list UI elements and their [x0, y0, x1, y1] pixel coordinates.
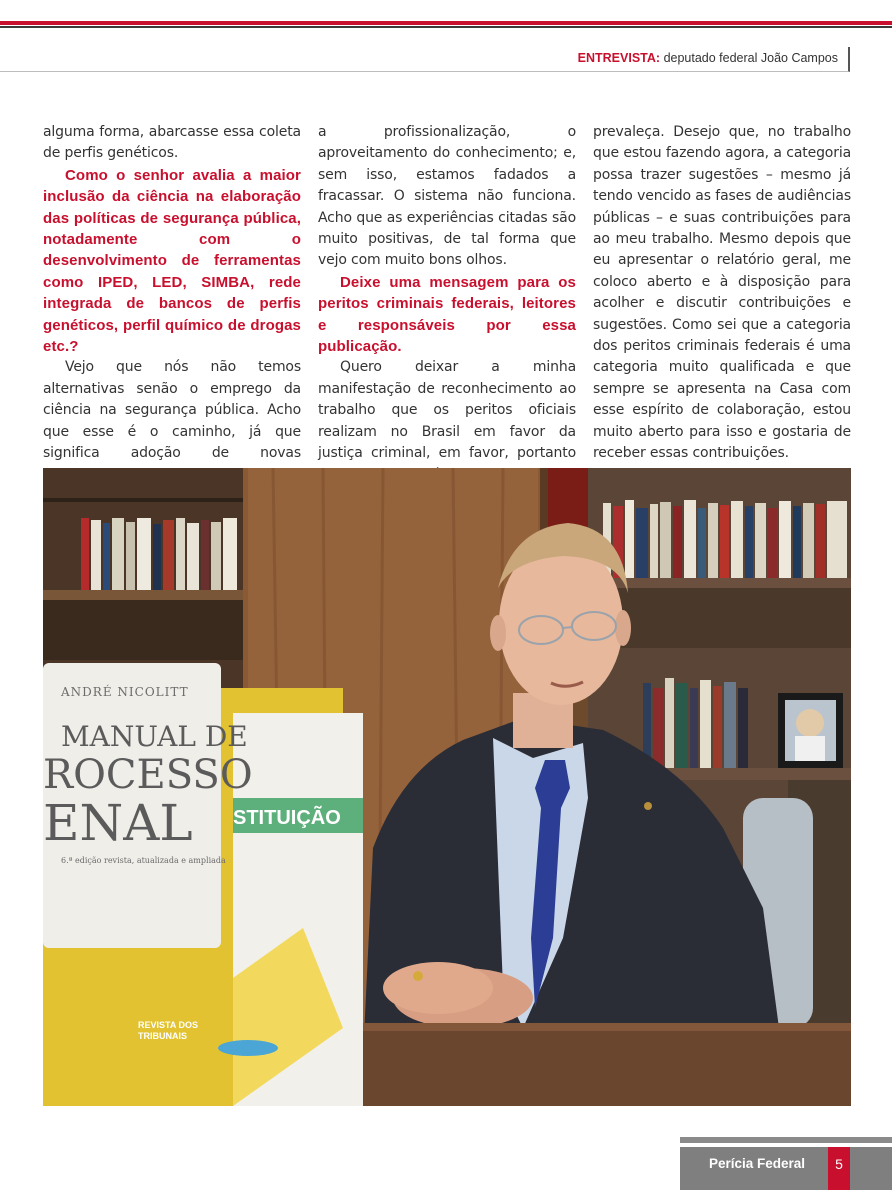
book-author: ANDRÉ NICOLITT [61, 685, 189, 699]
interview-photo [43, 468, 851, 1106]
text-column-2 [318, 122, 576, 507]
footer-tab-end [850, 1147, 892, 1190]
text-column-3 [593, 122, 851, 465]
running-header-text [578, 51, 838, 65]
running-header [0, 47, 850, 72]
book-title-line1: MANUAL DE [61, 720, 248, 753]
paragraph: prevaleça. Desejo que, no trabalho que estou fazendo agora, a categoria possa trazer sugestões – mesmo já tendo vencido as fases de audiências públicas – e suas contribuições para ao meu trabalho. Mesmo depois que eu apresentar o relatório geral, me coloco aberto e à disposição para acolher e discutir contribuições e sugestões. Como sei que a categoria dos peritos criminais federais é uma categoria muito qualificada e que sempre se apresenta na Casa com esse espírito de colaboração, estou muito aberto para isso e gostaria de receber essas contribuições. [593, 124, 851, 462]
section-subject: deputado federal João Campos [663, 51, 838, 65]
page-number: 5 [828, 1147, 850, 1190]
paragraph: Quero deixar a minha manifestação de reconhecimento ao trabalho que os peritos oficiais realizam no Brasil em favor da justiça criminal, em favor, portanto [318, 359, 576, 462]
book-title-line3: ENAL [43, 794, 193, 852]
interview-question: Deixe uma mensagem para os peritos criminais federais, leitores e responsáveis por essa publicação. [318, 273, 576, 356]
section-label: ENTREVISTA: [577, 51, 661, 65]
paragraph: Vejo que nós não temos alternativas senão o emprego da ciência na segurança pública. Acho que esse é o caminho, já que significa adoção de novas [43, 359, 301, 462]
book-title-line2: ROCESSO [43, 752, 253, 798]
header-red-rule [0, 21, 892, 25]
books-foreground [43, 663, 363, 1106]
footer-rule [680, 1137, 892, 1143]
publisher-line2: TRIBUNAIS [138, 1031, 187, 1041]
green-book-title: STITUIÇÃO [233, 807, 341, 829]
book-edition: 6.ª edição revista, atualizada e ampliada [61, 856, 226, 865]
header-dark-rule [0, 26, 892, 28]
text-column-1 [43, 122, 301, 486]
publisher-line1: REVISTA DOS [138, 1020, 199, 1030]
paragraph: alguma forma, abarcasse essa coleta de perfis genéticos. [43, 124, 301, 162]
interview-question: Como o senhor avalia a maior inclusão da ciência na elaboração das políticas de segurança pública, notadamente com o desenvolvimento de ferramentas como IPED, LED, SIMBA, rede integrada de bancos de perfis genéticos, perfil químico de drogas etc.? [43, 166, 301, 356]
magazine-name: Perícia Federal [708, 1156, 805, 1171]
paragraph: a profissionalização, o aproveitamento do conhecimento; e, sem isso, estamos fadados a fracassar. O sistema não funciona. Acho que as experiências citadas são muito positivas, de tal forma que vejo com muito bons olhos. [318, 124, 576, 269]
